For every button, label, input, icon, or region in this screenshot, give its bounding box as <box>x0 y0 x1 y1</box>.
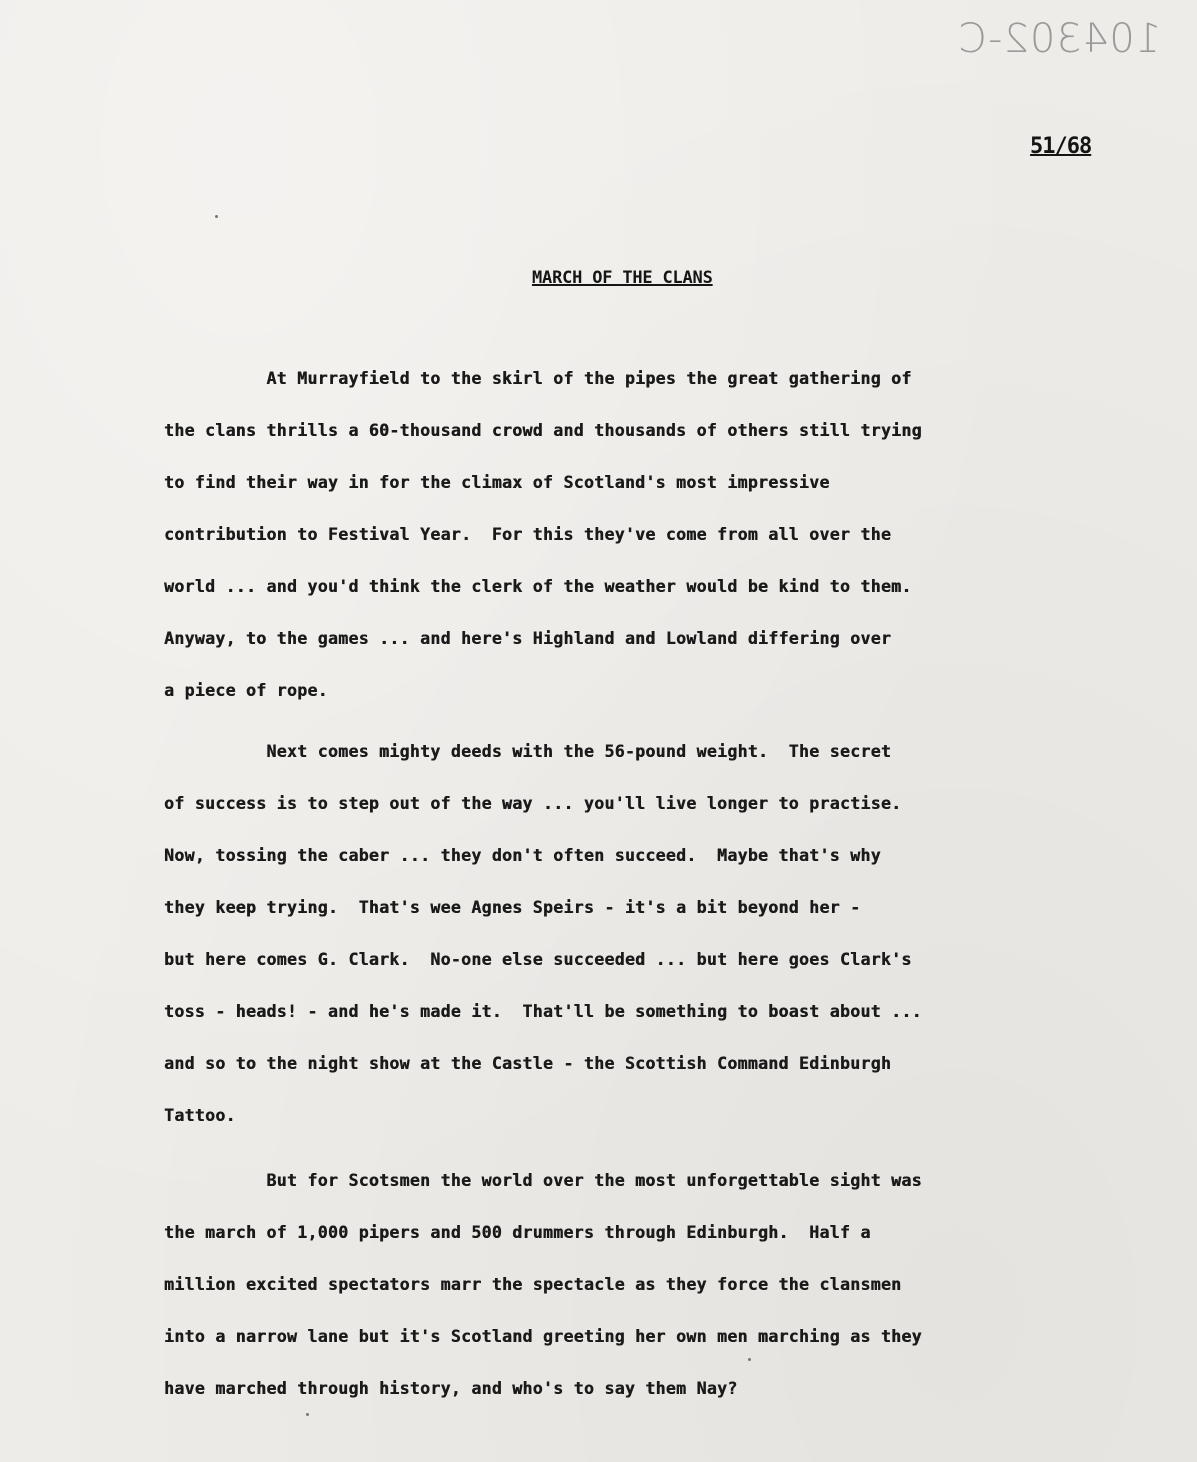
text-line: and so to the night show at the Castle - the Scottish Command Edinburgh <box>164 1054 892 1073</box>
paper-speck <box>306 1413 309 1416</box>
text-line: the march of 1,000 pipers and 500 drummers through Edinburgh. Half a <box>164 1223 871 1242</box>
page-reference: 51/68 <box>1030 134 1092 159</box>
text-line: of success is to step out of the way ... you'll live longer to practise. <box>164 794 902 813</box>
text-line: Next comes mighty deeds with the 56-pound weight. The secret <box>164 742 892 761</box>
text-line: But for Scotsmen the world over the most unforgettable sight was <box>164 1171 922 1190</box>
text-line: At Murrayfield to the skirl of the pipes the great gathering of <box>164 369 912 388</box>
text-line: contribution to Festival Year. For this they've come from all over the <box>164 525 892 544</box>
text-line: to find their way in for the climax of Scotland's most impressive <box>164 473 830 492</box>
paragraph-2 <box>164 726 1104 1142</box>
text-line: Now, tossing the caber ... they don't often succeed. Maybe that's why <box>164 846 881 865</box>
text-line: world ... and you'd think the clerk of the weather would be kind to them. <box>164 577 912 596</box>
text-line: Anyway, to the games ... and here's Highland and Lowland differing over <box>164 629 892 648</box>
paragraph-3 <box>164 1155 1104 1415</box>
text-line: but here comes G. Clark. No-one else succeeded ... but here goes Clark's <box>164 950 912 969</box>
paper-speck <box>748 1358 751 1361</box>
text-line: Tattoo. <box>164 1106 236 1125</box>
text-line: have marched through history, and who's to say them Nay? <box>164 1379 738 1398</box>
archive-number: 104302-C <box>958 16 1162 62</box>
text-line: million excited spectators marr the spectacle as they force the clansmen <box>164 1275 902 1294</box>
document-title: MARCH OF THE CLANS <box>532 268 713 288</box>
paper-speck <box>215 215 218 218</box>
paragraph-1 <box>164 353 1104 717</box>
text-line: a piece of rope. <box>164 681 328 700</box>
text-line: they keep trying. That's wee Agnes Speirs - it's a bit beyond her - <box>164 898 861 917</box>
text-line: toss - heads! - and he's made it. That'll be something to boast about ... <box>164 1002 922 1021</box>
text-line: the clans thrills a 60-thousand crowd and thousands of others still trying <box>164 421 922 440</box>
text-line: into a narrow lane but it's Scotland greeting her own men marching as they <box>164 1327 922 1346</box>
